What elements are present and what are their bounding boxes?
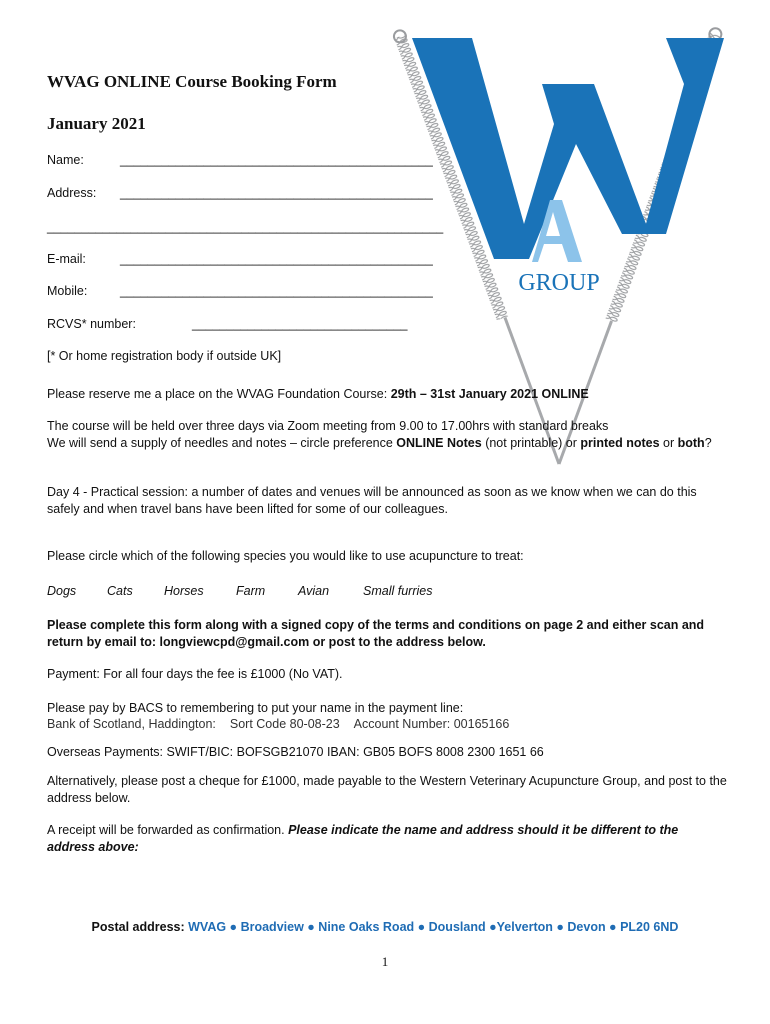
species-option-farm[interactable]: Farm xyxy=(236,584,266,598)
instructions-text: Please complete this form along with a signed copy of the terms and conditions on page 2 and either scan and return by email to: longviewcpd@gmail.com or post to the address below. xyxy=(47,618,705,649)
bank-name: Bank of Scotland, Haddington: xyxy=(47,717,216,731)
form-subtitle: January 2021 xyxy=(47,114,146,133)
printed-notes-option[interactable]: printed notes xyxy=(580,436,660,450)
course-info-line2 xyxy=(47,435,727,452)
receipt-text xyxy=(47,822,717,856)
species-option-avian[interactable]: Avian xyxy=(298,584,330,598)
address-field-line2[interactable]: _________________________________________________________ xyxy=(47,220,444,234)
name-field[interactable]: _____________________________________________ xyxy=(120,153,433,167)
day4-text: Day 4 - Practical session: a number of dates and venues will be announced as soon as we know when we can do this safely and when travel bans have been lifted for some of our colleagues. xyxy=(47,485,697,516)
reserve-line xyxy=(47,386,589,403)
mobile-field[interactable]: _____________________________________________ xyxy=(120,284,433,298)
notes-sep-1: (not printable) or xyxy=(481,436,581,450)
species-option-small-furries[interactable]: Small furries xyxy=(363,584,433,598)
online-notes-option[interactable]: ONLINE Notes xyxy=(396,436,482,450)
notes-prompt: We will send a supply of needles and notes – circle preference xyxy=(47,436,397,450)
mobile-label: Mobile: xyxy=(47,284,88,298)
overseas-payments: Overseas Payments: SWIFT/BIC: BOFSGB21070 IBAN: GB05 BOFS 8008 2300 1651 66 xyxy=(47,745,544,759)
rcvs-field[interactable]: _______________________________ xyxy=(192,317,408,331)
address-field[interactable]: _____________________________________________ xyxy=(120,186,433,200)
species-prompt: Please circle which of the following species you would like to use acupuncture to treat: xyxy=(47,549,524,563)
email-field[interactable]: _____________________________________________ xyxy=(120,252,433,266)
rcvs-label: RCVS* number: xyxy=(47,317,136,331)
species-option-cats[interactable]: Cats xyxy=(107,584,133,598)
form-title: WVAG ONLINE Course Booking Form xyxy=(47,72,337,91)
payment-fee: Payment: For all four days the fee is £1000 (No VAT). xyxy=(47,667,343,681)
species-option-horses[interactable]: Horses xyxy=(164,584,204,598)
postal-label: Postal address: xyxy=(91,920,189,934)
species-option-dogs[interactable]: Dogs xyxy=(47,584,77,598)
email-label: E-mail: xyxy=(47,252,86,266)
address-label: Address: xyxy=(47,186,97,200)
postal-address xyxy=(0,920,770,934)
bacs-text: Please pay by BACS to remembering to put your name in the payment line: xyxy=(47,701,464,715)
course-info-line1: The course will be held over three days via Zoom meeting from 9.00 to 17.00hrs with standard breaks xyxy=(47,419,609,433)
postal-address-value: WVAG ● Broadview ● Nine Oaks Road ● Dousland ●Yelverton ● Devon ● PL20 6ND xyxy=(188,920,679,934)
sort-code: Sort Code 80-08-23 xyxy=(229,717,340,731)
bank-details xyxy=(47,716,523,733)
page-number: 1 xyxy=(381,954,389,969)
receipt-note: Please indicate the name and address should it be different to the address above: xyxy=(47,823,679,854)
account-number: Account Number: 00165166 xyxy=(353,717,510,731)
wvag-logo xyxy=(384,24,734,474)
notes-sep-2: or xyxy=(659,436,678,450)
both-option[interactable]: both xyxy=(677,436,705,450)
rcvs-note: [* Or home registration body if outside UK] xyxy=(47,349,282,363)
cheque-text: Alternatively, please post a cheque for £1000, made payable to the Western Veterinary Acupuncture Group, and post to the address below. xyxy=(47,774,727,805)
receipt-confirmation: A receipt will be forwarded as confirmation. xyxy=(47,823,289,837)
reserve-text: Please reserve me a place on the WVAG Foundation Course: xyxy=(47,387,391,401)
notes-end: ? xyxy=(704,436,712,450)
name-label: Name: xyxy=(47,153,84,167)
logo-group-text: GROUP xyxy=(518,270,600,296)
course-dates: 29th – 31st January 2021 ONLINE xyxy=(390,387,589,401)
